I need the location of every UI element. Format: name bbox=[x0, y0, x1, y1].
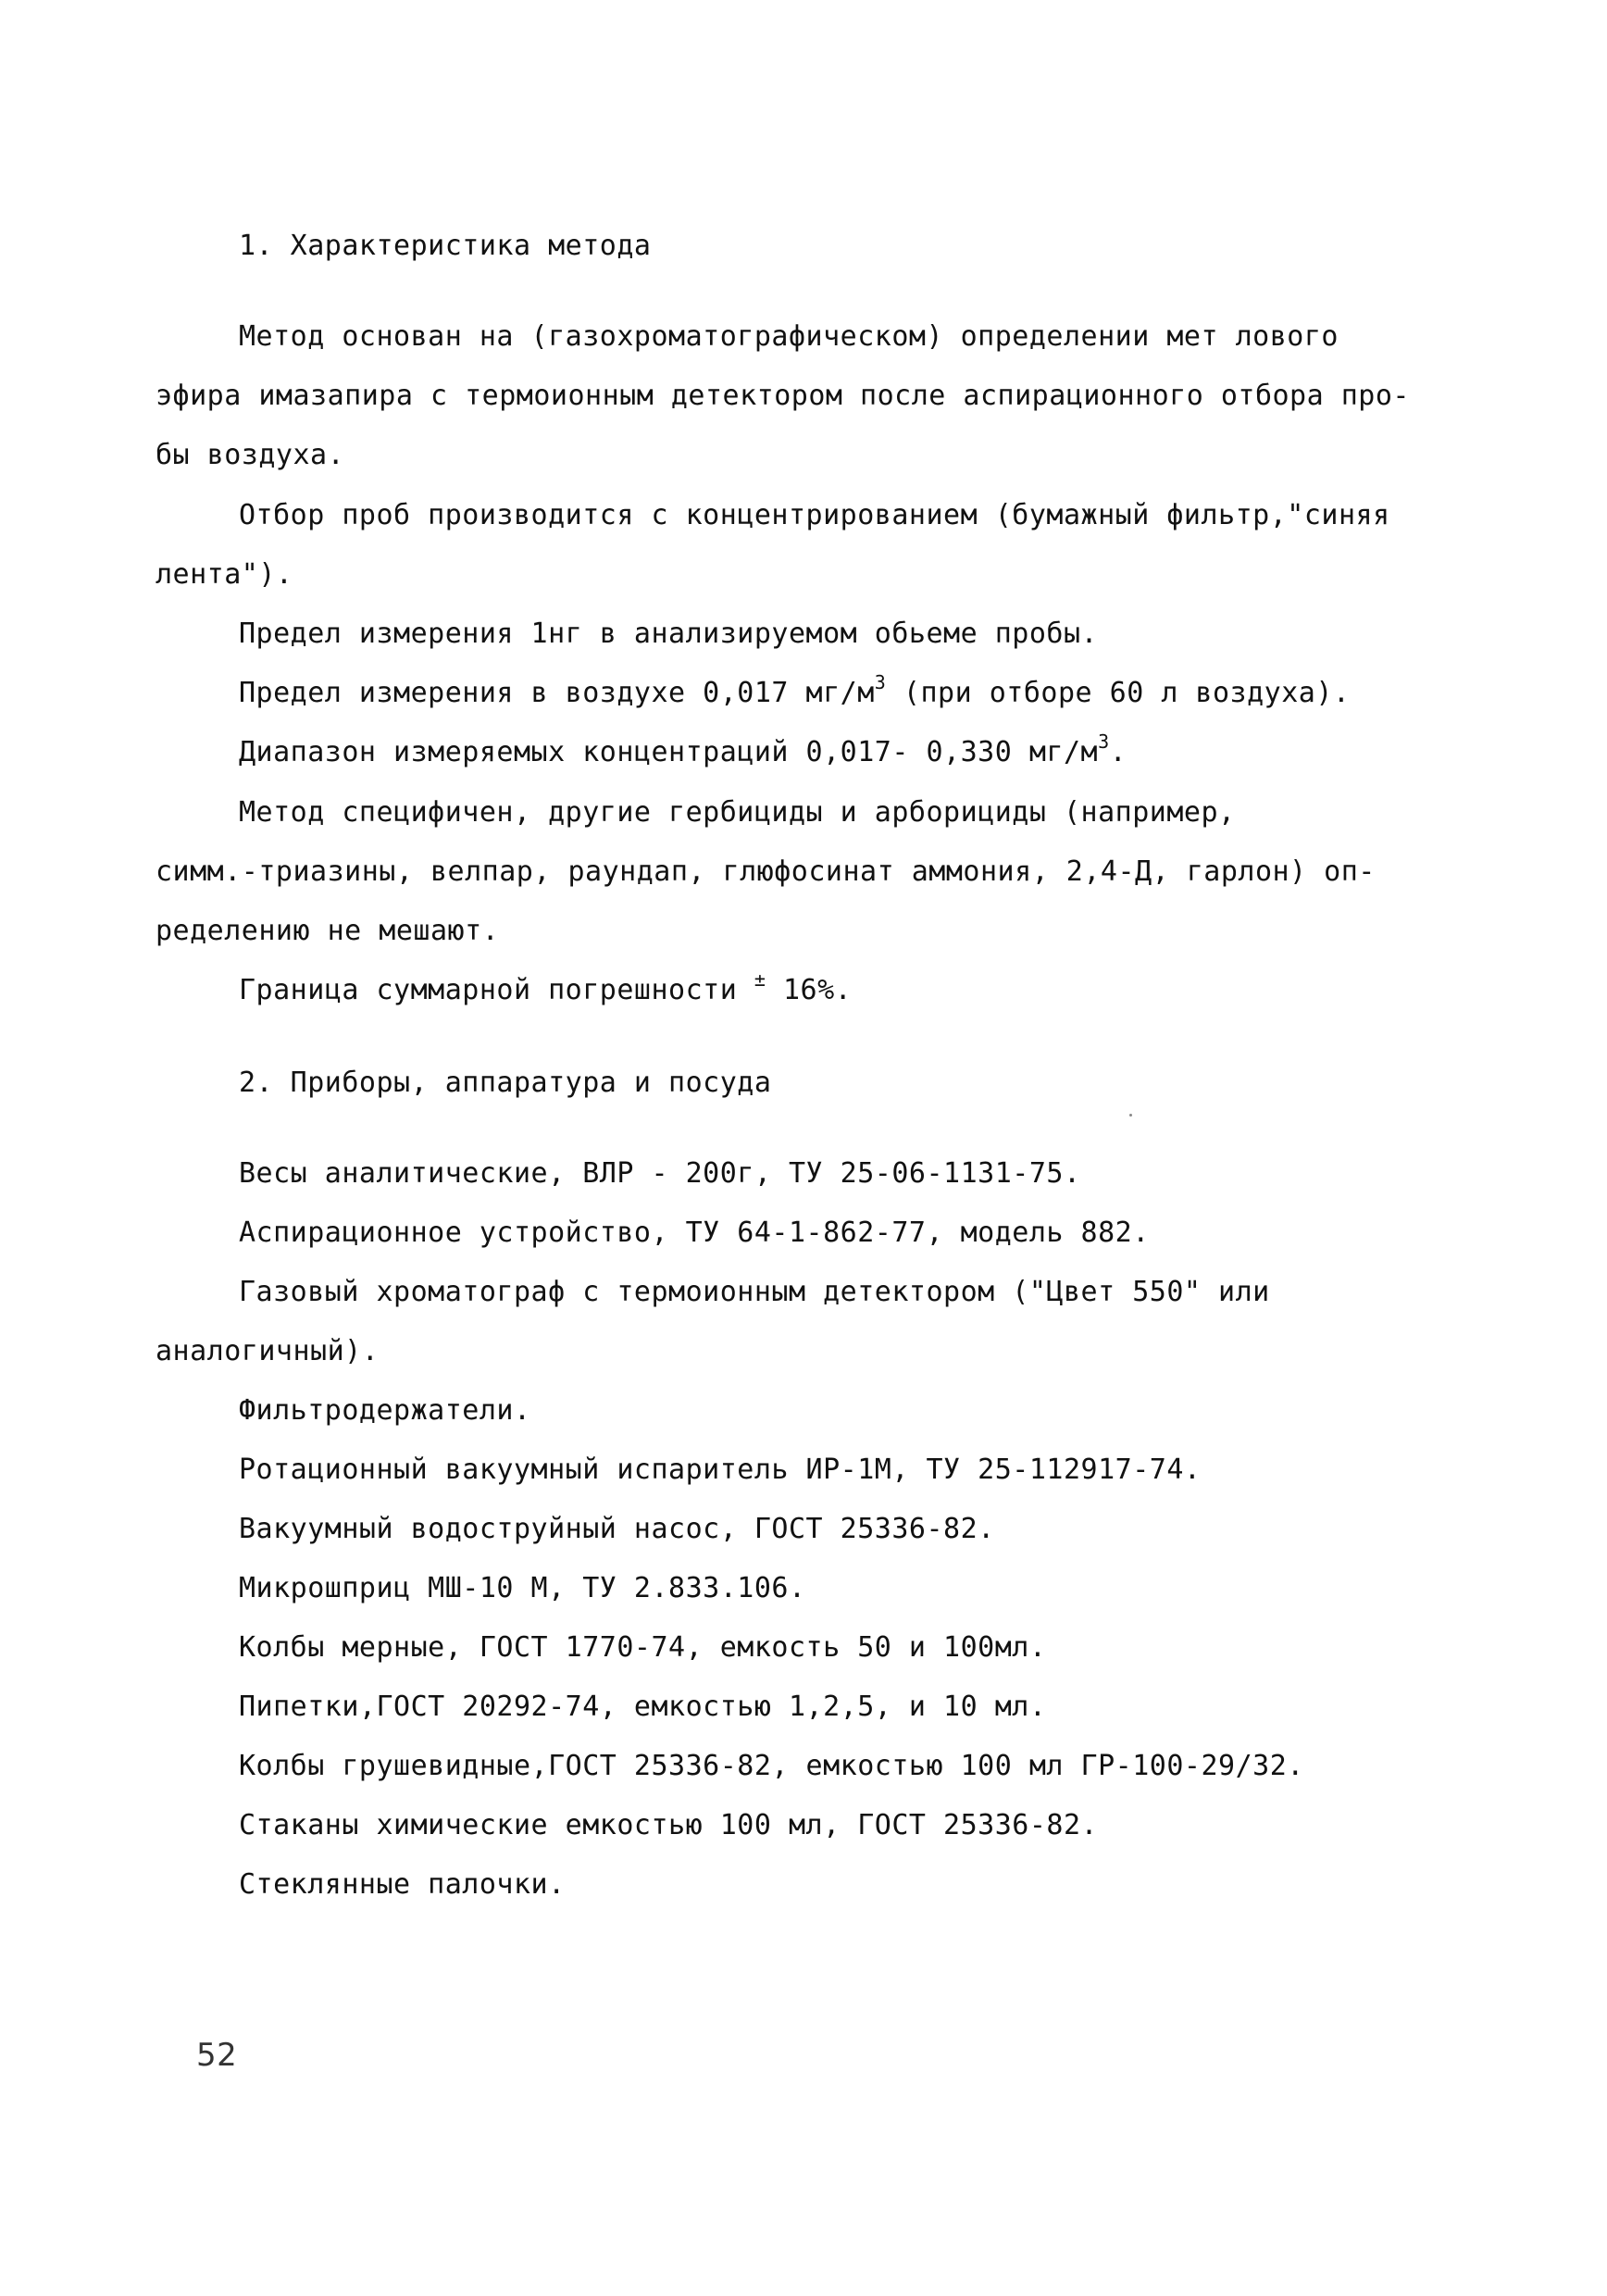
page-number: 52 bbox=[196, 2037, 238, 2074]
list-item: Газовый хроматограф с термоионным детектором ("Цвет 550" или bbox=[239, 1276, 1270, 1308]
paragraph-line: Предел измерения в воздухе 0,017 $мг/м^3$ (при отборе 60 л воздуха). bbox=[239, 671, 1351, 709]
paragraph-line: Отбор проб производится с концентрированием (бумажный фильтр,"синяя bbox=[239, 499, 1390, 531]
list-item: Аспирационное устройство, ТУ 64-1-862-77, модель 882. bbox=[239, 1217, 1150, 1249]
paragraph-line: симм.-триазины, велпар, раундап, глюфосинат аммония, 2,4-Д, гарлон) оп- bbox=[156, 855, 1376, 888]
paragraph-line: лента"). bbox=[156, 558, 293, 591]
list-item: Микрошприц МШ-10 М, ТУ 2.833.106. bbox=[239, 1572, 806, 1604]
list-item: Колбы грушевидные,ГОСТ 25336-82, емкостью 100 мл ГР-100-29/32. bbox=[239, 1750, 1304, 1782]
paragraph-line: Граница суммарной погрешности ± 16%. bbox=[239, 968, 853, 1006]
paragraph-line: Метод специфичен, другие гербициды и арборициды (например, bbox=[239, 796, 1236, 829]
list-item: Весы аналитические, ВЛР - 200г, ТУ 25-06-1131-75. bbox=[239, 1157, 1081, 1190]
list-item: Ротационный вакуумный испаритель ИР-1М, ТУ 25-112917-74. bbox=[239, 1454, 1202, 1486]
paragraph-line: эфира имазапира с термоионным детектором после аспирационного отбора про- bbox=[156, 380, 1410, 412]
list-item: Стеклянные палочки. bbox=[239, 1868, 566, 1901]
list-item: аналогичный). bbox=[156, 1335, 380, 1367]
paragraph-line: Метод основан на (газохроматографическом) определении мет лового bbox=[239, 320, 1339, 353]
list-item: Вакуумный водоструйный насос, ГОСТ 25336-82. bbox=[239, 1513, 995, 1545]
list-item: Фильтродержатели. bbox=[239, 1394, 531, 1427]
list-item: Пипетки,ГОСТ 20292-74, емкостью 1,2,5, и 10 мл. bbox=[239, 1691, 1047, 1723]
list-item: Колбы мерные, ГОСТ 1770-74, емкость 50 и 100мл. bbox=[239, 1631, 1047, 1664]
paragraph-line: ределению не мешают. bbox=[156, 915, 500, 947]
list-item: Стаканы химические емкостью 100 мл, ГОСТ 25336-82. bbox=[239, 1809, 1099, 1841]
paragraph-line: Предел измерения 1нг в анализируемом обьеме пробы. bbox=[239, 618, 1099, 650]
section-1-heading: 1. Характеристика метода bbox=[239, 230, 652, 262]
section-2-heading: 2. Приборы, аппаратура и посуда bbox=[239, 1067, 772, 1099]
paragraph-line: бы воздуха. bbox=[156, 439, 345, 471]
scan-speck bbox=[1129, 1114, 1132, 1117]
paragraph-line: Диапазон измеряемых концентраций 0,017- 0,330 $мг/м^3$. bbox=[239, 730, 1127, 768]
